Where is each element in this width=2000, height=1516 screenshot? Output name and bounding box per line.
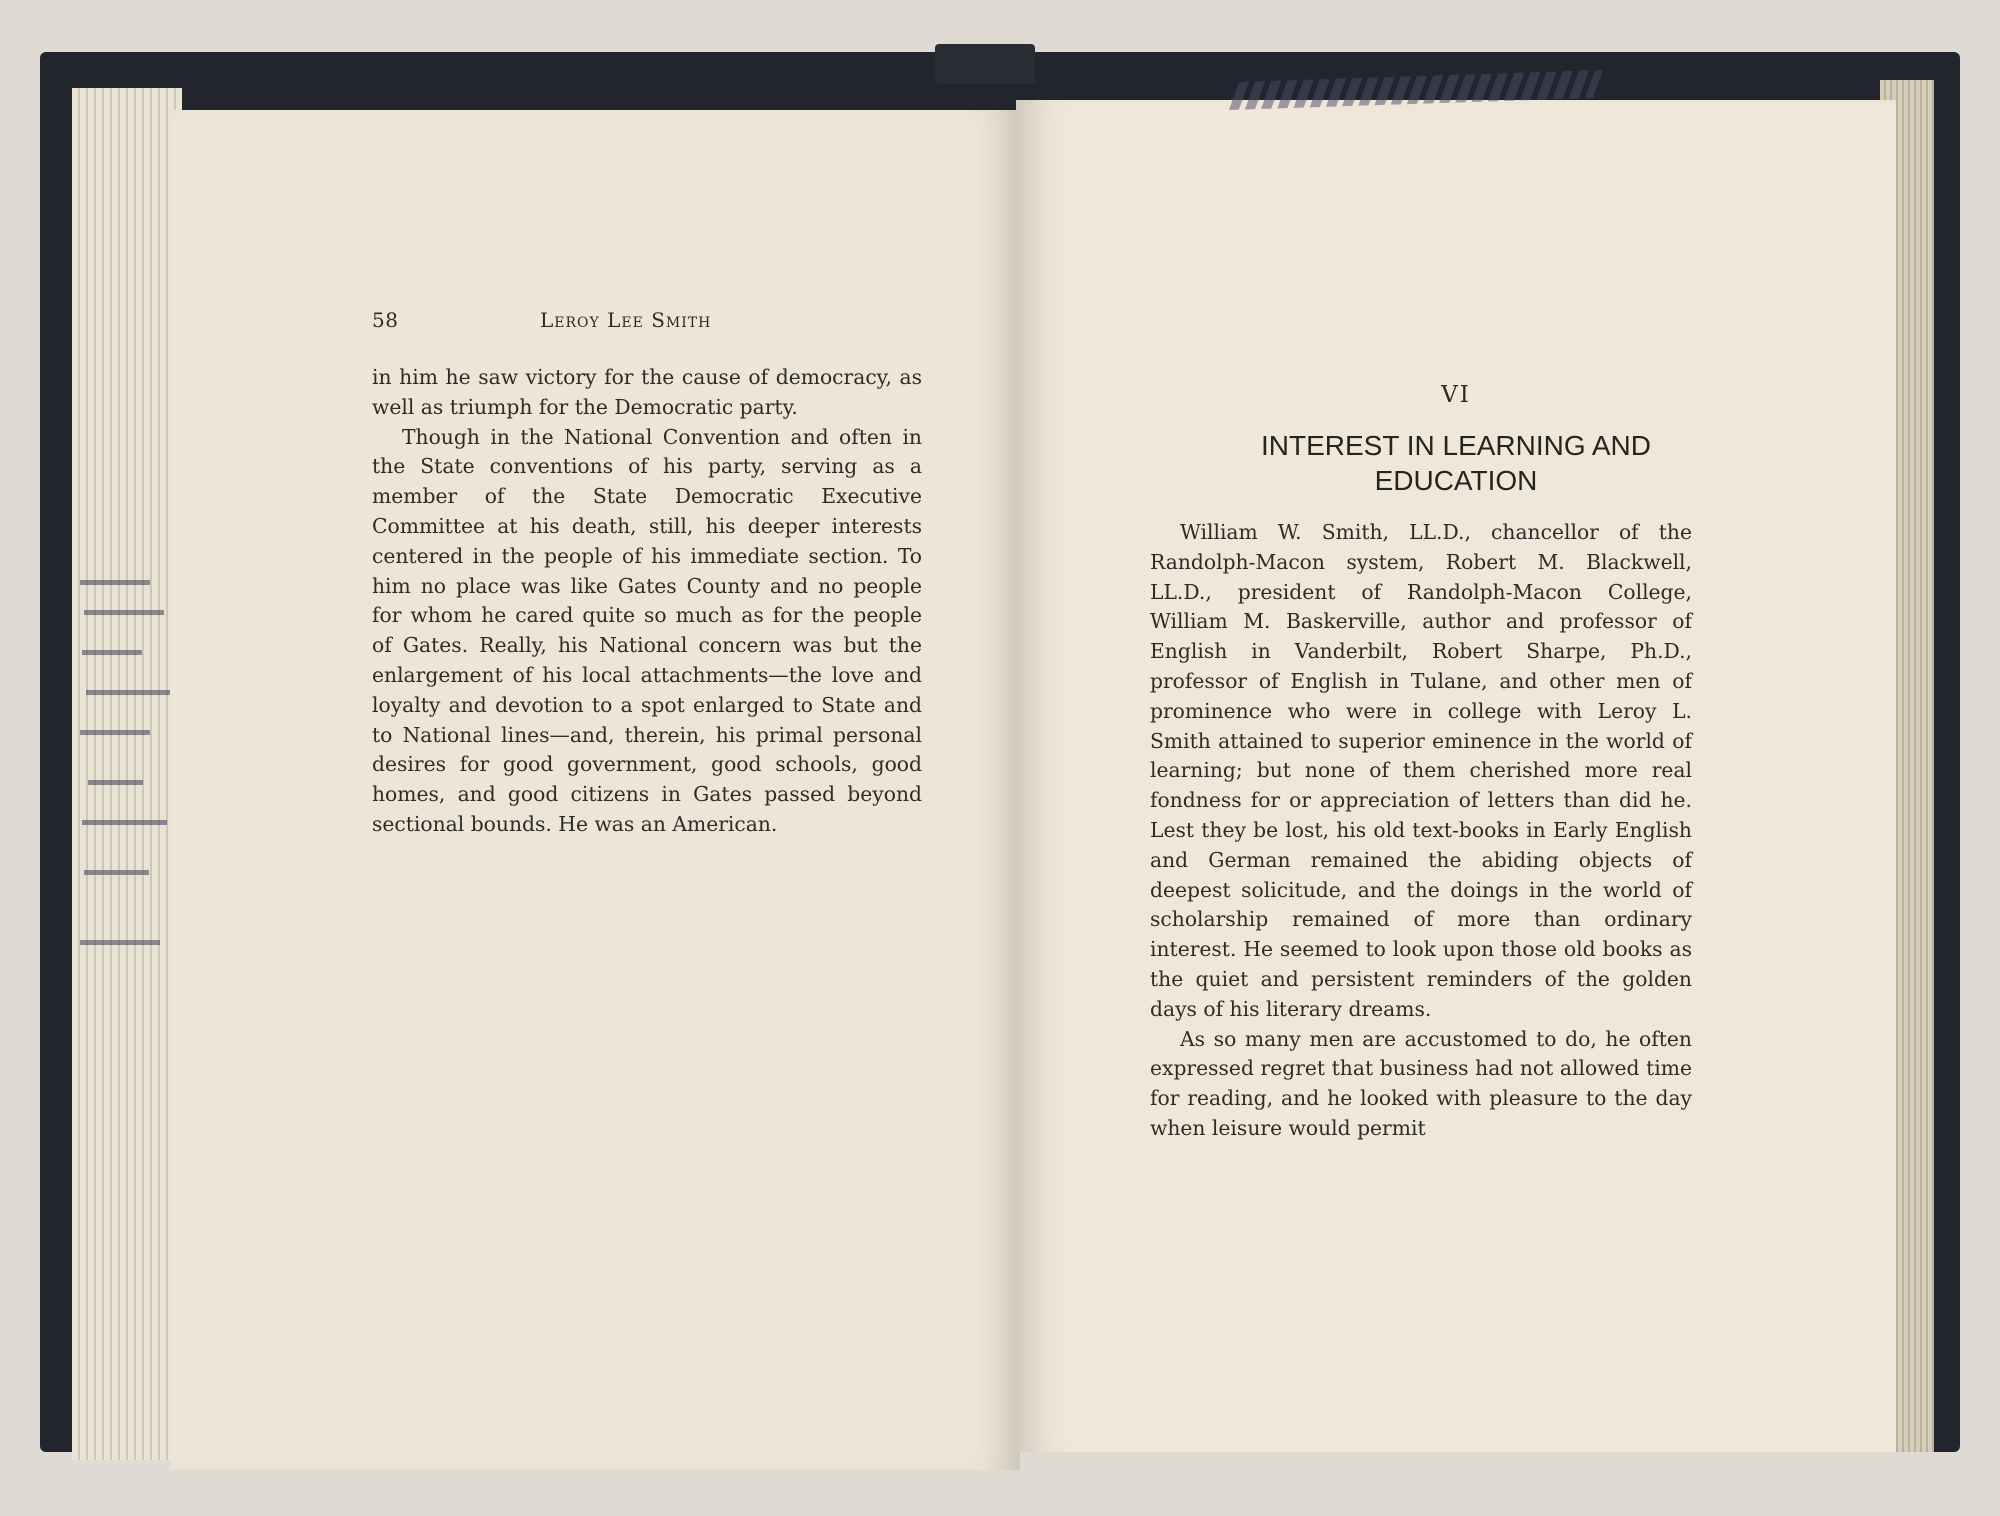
paragraph: As so many men are accustomed to do, he often expressed regret that business had not allowed time for reading, and he looked with pleasure to the day when leisure would permit [1150, 1026, 1692, 1140]
right-page-body [1150, 518, 1692, 1144]
chapter-title-line: EDUCATION [1374, 465, 1538, 496]
book-spine [935, 44, 1035, 84]
left-page [170, 110, 1020, 1470]
chapter-title [1116, 428, 1796, 498]
chapter-number: VI [1441, 382, 1471, 408]
right-page [1016, 100, 1896, 1452]
left-page-body [372, 363, 922, 840]
paragraph: William W. Smith, LL.D., chancellor of the Randolph-Macon system, Robert M. Blackwell, LL.D., president of Randolph-Macon College, William M. Baskerville, author and professor of English in Vanderbilt, Robert Sharpe, Ph.D., professor of English in Tulane, and other men of prominence who were in college with Leroy L. Smith attained to superior eminence in the world of learning; but none of them cherished more real fondness for or appreciation of letters than did he. Lest they be lost, his old text-books in Early English and German remained the abiding objects of deepest solicitude, and the doings in the world of scholarship remained of more than ordinary interest. He seemed to look upon those old books as the quiet and persistent reminders of the golden days of his literary dreams. [1150, 520, 1692, 1021]
page-number: 58 [372, 308, 399, 332]
running-head: Leroy Lee Smith [540, 308, 712, 332]
paragraph: in him he saw victory for the cause of democracy, as well as triumph for the Democratic party. [372, 365, 922, 419]
chapter-title-line: INTEREST IN LEARNING AND [1260, 430, 1651, 461]
paragraph: Though in the National Convention and often in the State conventions of his party, serving as a member of the State Democratic Executive Committee at his death, still, his deeper interests centered in the people of his immediate section. To him no place was like Gates County and no people for whom he cared quite so much as for the people of Gates. Really, his National concern was but the enlargement of his local attachments—the love and loyalty and devotion to a spot enlarged to State and to National lines—and, therein, his primal personal desires for good government, good schools, good homes, and good citizens in Gates passed beyond sectional bounds. He was an American. [372, 424, 922, 836]
